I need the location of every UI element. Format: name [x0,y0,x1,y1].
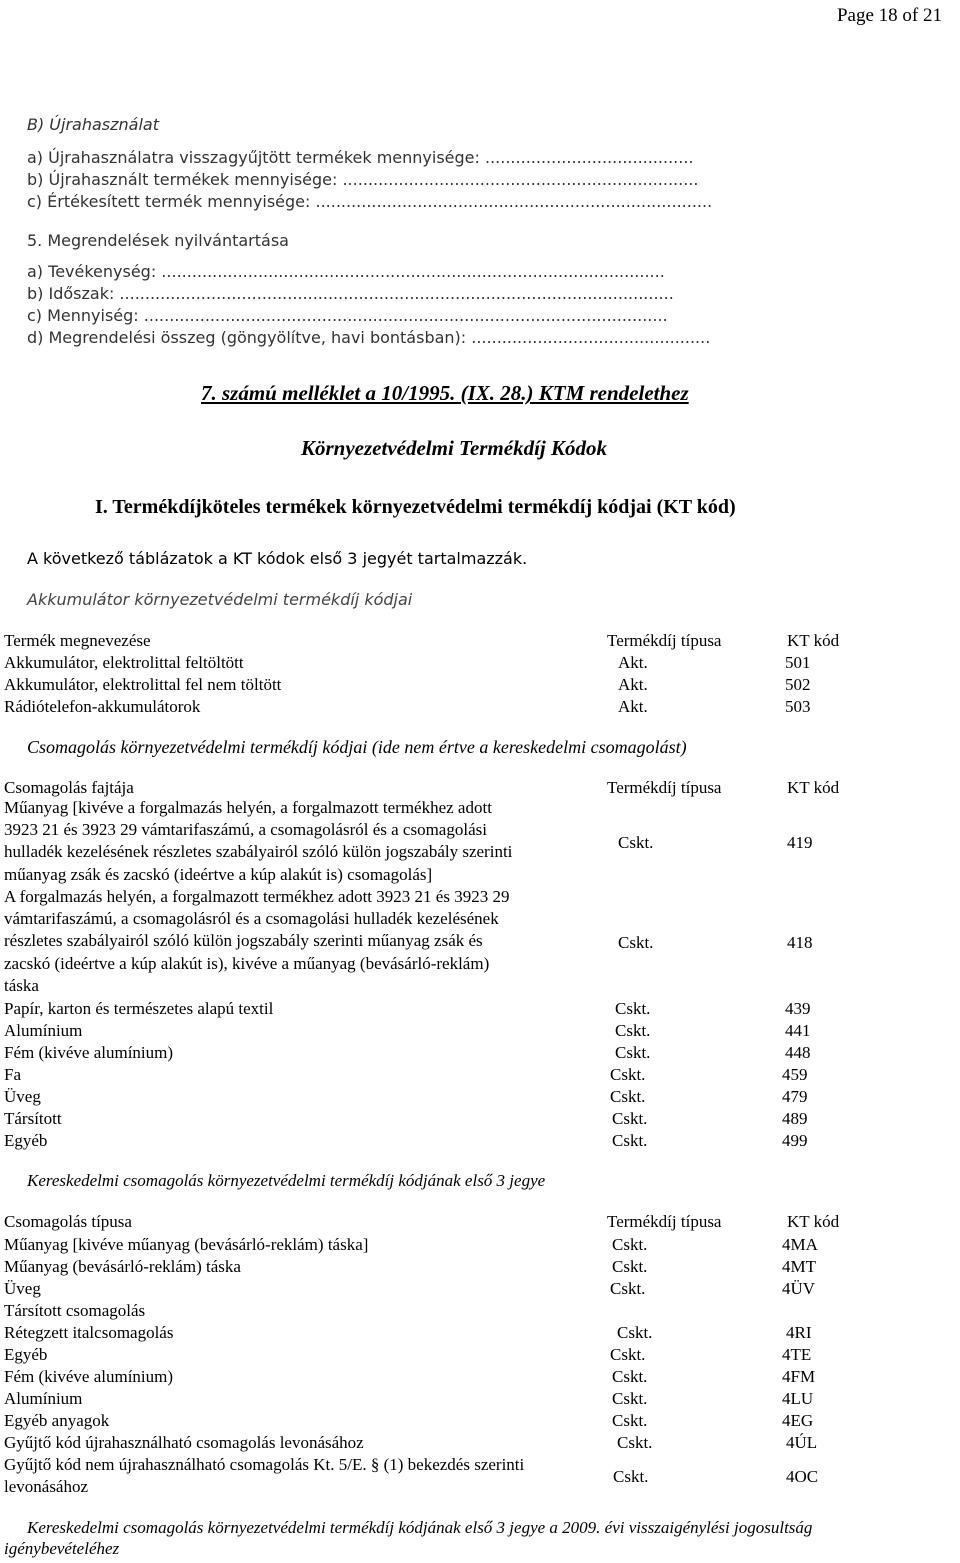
battery-row-type: Akt. [618,653,648,672]
battery-row-code: 501 [785,653,811,672]
row-line: 3923 21 és 3923 29 vámtarifaszámú, a csomagolásról és a csomagolási [4,820,487,840]
commercial-caption: Kereskedelmi csomagolás környezetvédelmi termékdíj kódjának első 3 jegye [27,1171,546,1190]
packaging-row-name: Egyéb [4,1131,48,1150]
packaging-row-code: 459 [782,1065,808,1084]
commercial-header-type: Termékdíj típusa [607,1212,722,1231]
commercial-row-code: 4TE [782,1345,812,1364]
commercial-row-type: Cskt. [617,1323,653,1342]
packaging-header-type: Termékdíj típusa [607,778,722,797]
commercial-row-name: Egyéb anyagok [4,1411,110,1430]
commercial-row-type: Cskt. [617,1433,653,1452]
commercial-row-type: Cskt. [612,1257,648,1276]
packaging-row-type: Cskt. [610,1087,646,1106]
footer-caption-line: igénybevételéhez [4,1539,120,1558]
commercial-row-code: 4OC [786,1467,819,1486]
orders-item: c) Mennyiség: ....................................................................................................... [27,306,668,325]
packaging-header-name: Csomagolás fajtája [4,778,134,797]
commercial-row-name-multiline [4,1454,524,1498]
commercial-row-type: Cskt. [610,1345,646,1364]
packaging-row-name: Társított [4,1109,62,1128]
packaging-row-code: 418 [787,933,813,952]
battery-row-type: Akt. [618,675,648,694]
commercial-row-name: Egyéb [4,1345,48,1364]
commercial-header-name: Csomagolás típusa [4,1212,132,1231]
footer-caption [4,1517,812,1559]
packaging-row-name-multiline [4,886,509,997]
commercial-row-code: 4ÜV [782,1279,816,1298]
packaging-row-name-multiline [4,797,512,886]
row-line: vámtarifaszámú, a csomagolásról és a csomagolási hulladék kezelésének [4,909,499,929]
battery-row-type: Akt. [618,697,648,716]
packaging-row-type: Cskt. [612,1131,648,1150]
battery-row-code: 502 [785,675,811,694]
commercial-row-code: 4MT [782,1257,816,1276]
row-line: zacskó (ideértve a kúp alakút is), kivéve a műanyag (bevásárló-reklám) [4,953,490,973]
section-title: I. Termékdíjköteles termékek környezetvédelmi termékdíj kódjai (KT kód) [95,496,736,518]
packaging-row-code: 441 [785,1021,811,1040]
battery-row-code: 503 [785,697,811,716]
packaging-row-code: 419 [787,833,813,852]
battery-header-type: Termékdíj típusa [607,631,722,650]
commercial-row-code: 4FM [782,1367,816,1386]
commercial-row-name: Műanyag (bevásárló-reklám) táska [4,1257,241,1276]
commercial-row-name: Fém (kivéve alumínium) [4,1367,174,1386]
commercial-row-name: Alumínium [4,1389,83,1408]
commercial-row-type: Cskt. [610,1279,646,1298]
commercial-header-code: KT kód [787,1212,840,1231]
reuse-item: c) Értékesített termék mennyisége: .............................................................................. [27,192,713,211]
packaging-row-type: Cskt. [615,1043,651,1062]
packaging-row-code: 489 [782,1109,808,1128]
annex-title: 7. számú melléklet a 10/1995. (IX. 28.) KTM rendelethez [201,381,689,405]
packaging-row-type: Cskt. [615,1021,651,1040]
packaging-row-code: 499 [782,1131,808,1150]
commercial-row-code: 4MA [782,1235,818,1254]
orders-item: b) Időszak: ............................................................................................................. [27,284,674,303]
footer-caption-line: Kereskedelmi csomagolás környezetvédelmi termékdíj kódjának első 3 jegye a 2009. évi visszaigénylési jogosultság [27,1518,813,1537]
commercial-row-code: 4LU [782,1389,814,1408]
reuse-heading: B) Újrahasználat [27,115,159,134]
packaging-row-type: Cskt. [615,999,651,1018]
commercial-row-name: Társított csomagolás [4,1301,146,1320]
commercial-row-name: Műanyag [kivéve műanyag (bevásárló-reklám) táska] [4,1235,369,1254]
battery-row-name: Akkumulátor, elektrolittal feltöltött [4,653,244,672]
battery-caption: Akkumulátor környezetvédelmi termékdíj kódjai [27,590,413,609]
packaging-row-code: 448 [785,1043,811,1062]
row-line: levonásához [4,1477,89,1497]
packaging-row-type: Cskt. [618,833,654,852]
row-line: műanyag zsák és zacskó (ideértve a kúp alakút is) csomagolás] [4,864,433,884]
row-line: Gyűjtő kód nem újrahasználható csomagolás Kt. 5/E. § (1) bekezdés szerinti [4,1455,525,1474]
orders-item: a) Tevékenység: ................................................................................................... [27,262,665,281]
reuse-item: a) Újrahasználatra visszagyűjtött termékek mennyisége: ......................................... [27,148,694,167]
commercial-row-name: Üveg [4,1279,41,1298]
packaging-row-name: Fém (kivéve alumínium) [4,1043,174,1062]
packaging-caption: Csomagolás környezetvédelmi termékdíj kódjai (ide nem értve a kereskedelmi csomagolást) [27,737,687,757]
packaging-row-name: Alumínium [4,1021,83,1040]
commercial-row-name: Gyűjtő kód újrahasználható csomagolás levonásához [4,1433,364,1452]
orders-heading: 5. Megrendelések nyilvántartása [27,231,289,250]
commercial-row-code: 4RI [786,1323,812,1342]
battery-header-code: KT kód [787,631,840,650]
commercial-row-name: Rétegzett italcsomagolás [4,1323,174,1342]
commercial-row-code: 4ÚL [786,1433,818,1452]
page-number: Page 18 of 21 [836,5,942,26]
commercial-row-type: Cskt. [612,1367,648,1386]
packaging-row-name: Papír, karton és természetes alapú textil [4,999,274,1018]
commercial-row-type: Cskt. [613,1467,649,1486]
packaging-row-type: Cskt. [612,1109,648,1128]
row-line: A forgalmazás helyén, a forgalmazott termékhez adott 3923 21 és 3923 29 [4,887,510,906]
row-line: Műanyag [kivéve a forgalmazás helyén, a forgalmazott termékhez adott [4,798,492,817]
commercial-row-type: Cskt. [612,1235,648,1254]
commercial-row-code: 4EG [782,1411,814,1430]
packaging-row-name: Üveg [4,1087,41,1106]
reuse-item: b) Újrahasznált termékek mennyisége: ...................................................................... [27,170,699,189]
packaging-row-name: Fa [4,1065,21,1084]
packaging-row-type: Cskt. [618,933,654,952]
battery-row-name: Rádiótelefon-akkumulátorok [4,697,201,716]
packaging-row-code: 439 [785,999,811,1018]
intro-text: A következő táblázatok a KT kódok első 3 jegyét tartalmazzák. [27,549,528,568]
commercial-row-type: Cskt. [612,1389,648,1408]
commercial-row-type: Cskt. [612,1411,648,1430]
row-line: táska [4,975,39,995]
packaging-row-code: 479 [782,1087,808,1106]
packaging-row-type: Cskt. [610,1065,646,1084]
row-line: hulladék kezelésének részletes szabályairól szóló külön jogszabály szerinti [4,842,513,862]
packaging-header-code: KT kód [787,778,840,797]
row-line: részletes szabályairól szóló külön jogszabály szerinti műanyag zsák és [4,931,483,951]
battery-header-name: Termék megnevezése [4,631,151,650]
battery-row-name: Akkumulátor, elektrolittal fel nem töltött [4,675,282,694]
orders-item: d) Megrendelési összeg (göngyölítve, havi bontásban): ............................................... [27,328,711,347]
codes-title: Környezetvédelmi Termékdíj Kódok [301,436,608,460]
